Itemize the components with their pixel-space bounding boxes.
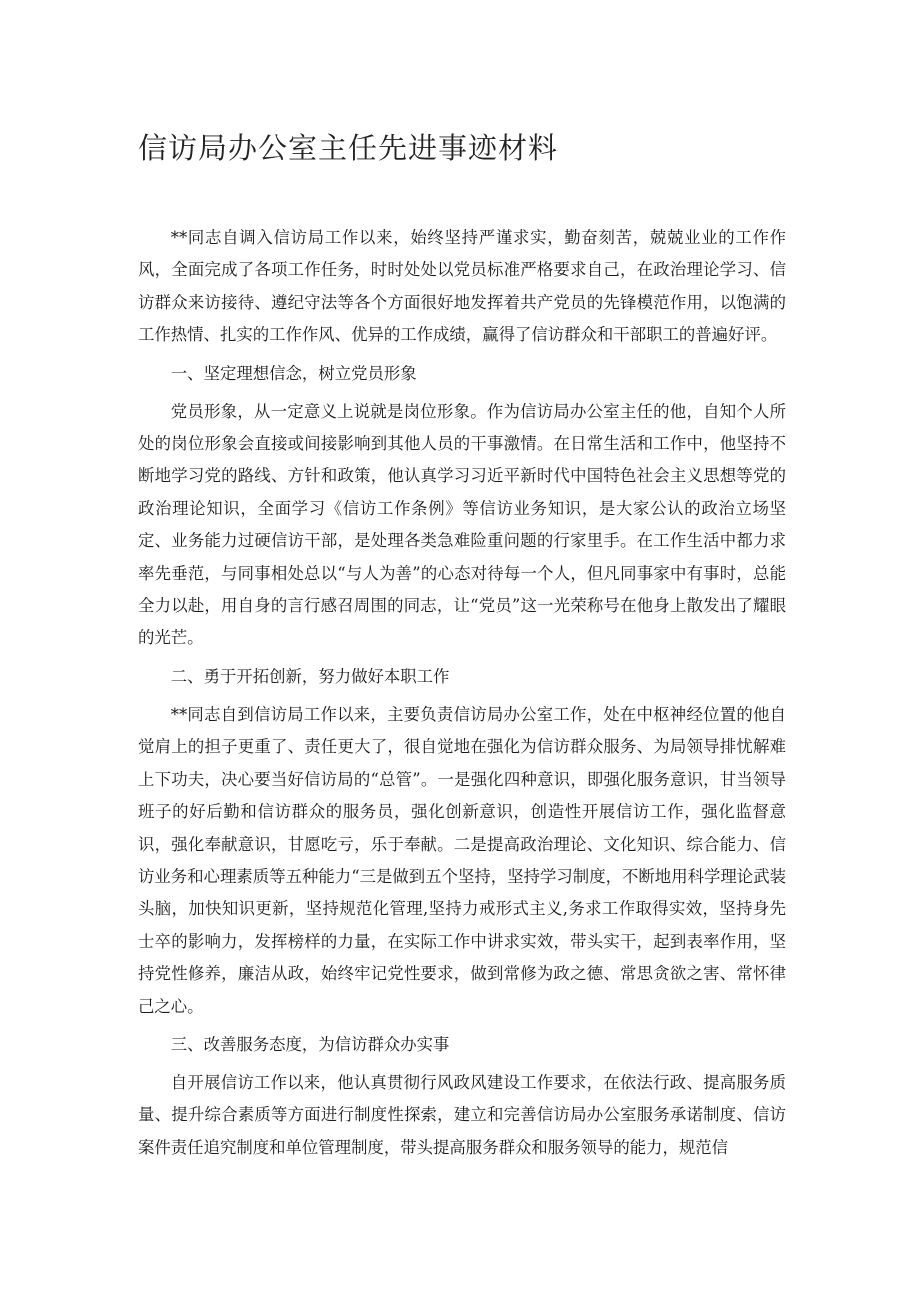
document-body	[138, 222, 786, 1164]
paragraph-section-3: 自开展信访工作以来，他认真贯彻行风政风建设工作要求，在依法行政、提高服务质量、提升综合素质等方面进行制度性探索，建立和完善信访局办公室服务承诺制度、信访案件责任追究制度和单位管理制度，带头提高服务群众和服务领导的能力，规范信	[138, 1072, 786, 1157]
section-heading-1: 一、坚定理想信念，树立党员形象	[170, 363, 417, 383]
section-heading-3: 三、改善服务态度，为信访群众办实事	[170, 1034, 450, 1054]
paragraph-intro: **同志自调入信访局工作以来，始终坚持严谨求实，勤奋刻苦，兢兢业业的工作作风，全面完成了各项工作任务，时时处处以党员标准严格要求自己，在政治理论学习、信访群众来访接待、遵纪守法等各个方面很好地发挥着共产党员的先锋模范作用，以饱满的工作热情、扎实的工作作风、优异的工作成绩，赢得了信访群众和干部职工的普遍好评。	[138, 228, 786, 345]
section-heading-2: 二、勇于开拓创新，努力做好本职工作	[170, 666, 450, 686]
paragraph-section-1: 党员形象，从一定意义上说就是岗位形象。作为信访局办公室主任的他，自知个人所处的岗位形象会直接或间接影响到其他人员的干事激情。在日常生活和工作中，他坚持不断地学习党的路线、方针和政策，他认真学习习近平新时代中国特色社会主义思想等党的政治理论知识，全面学习《信访工作条例》等信访业务知识，是大家公认的政治立场坚定、业务能力过硬信访干部，是处理各类急难险重问题的行家里手。在工作生活中都力求率先垂范，与同事相处总以“与人为善”的心态对待每一个人，但凡同事家中有事时，总能全力以赴，用自身的言行感召周围的同志，让“党员”这一光荣称号在他身上散发出了耀眼的光芒。	[138, 401, 786, 648]
paragraph-section-2: **同志自到信访局工作以来，主要负责信访局办公室工作，处在中枢神经位置的他自觉肩上的担子更重了、责任更大了，很自觉地在强化为信访群众服务、为局领导排忧解难上下功夫，决心要当好信访局的“总管”。一是强化四种意识，即强化服务意识，甘当领导班子的好后勤和信访群众的服务员，强化创新意识，创造性开展信访工作，强化监督意识，强化奉献意识，甘愿吃亏，乐于奉献。二是提高政治理论、文化知识、综合能力、信访业务和心理素质等五种能力“三是做到五个坚持，坚持学习制度，不断地用科学理论武装头脑，加快知识更新，坚持规范化管理,坚持力戒形式主义,务求工作取得实效，坚持身先士卒的影响力，发挥榜样的力量，在实际工作中讲求实效，带头实干，起到表率作用，坚持党性修养，廉洁从政，始终牢记党性要求，做到常修为政之德、常思贪欲之害、常怀律己之心。	[138, 704, 786, 1016]
document-title: 信访局办公室主任先进事迹材料	[138, 131, 559, 165]
